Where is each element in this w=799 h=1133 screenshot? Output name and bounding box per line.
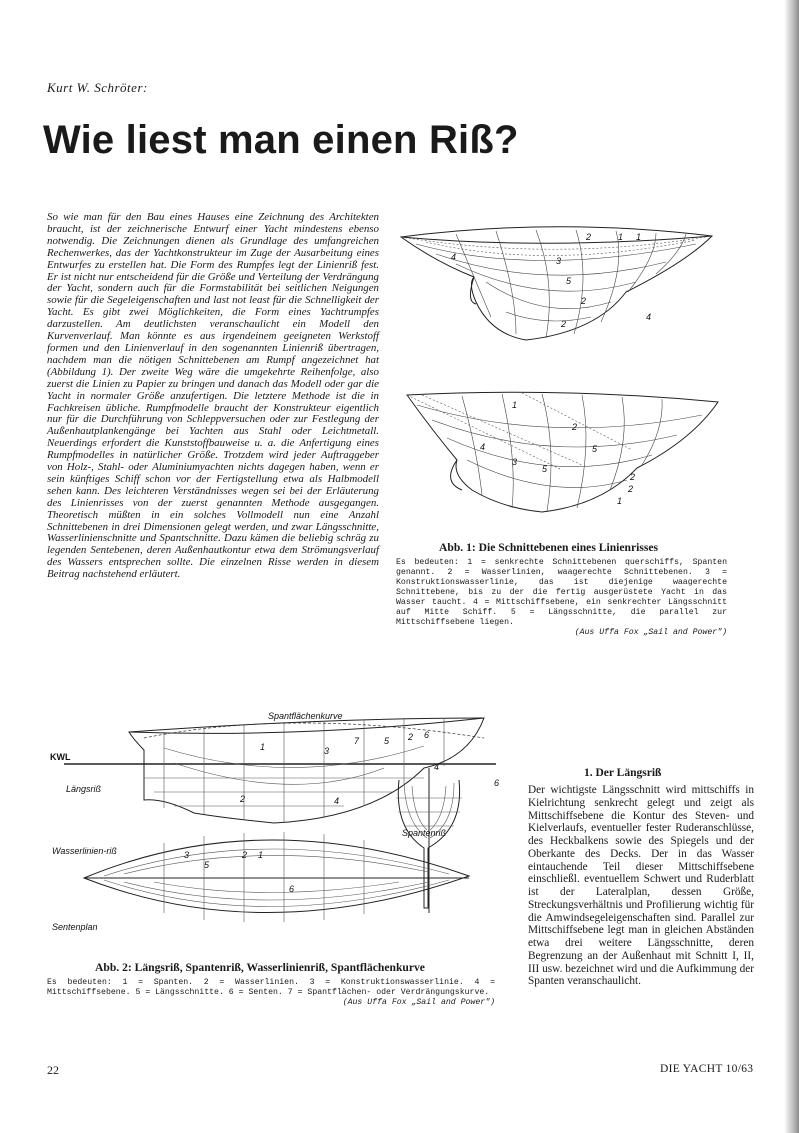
svg-text:2: 2 [242, 850, 248, 860]
svg-text:2: 2 [408, 732, 414, 742]
svg-text:5: 5 [204, 860, 210, 870]
svg-text:1: 1 [618, 232, 624, 242]
figure2-caption-source: (Aus Uffa Fox „Sail and Power") [342, 998, 495, 1007]
svg-text:6: 6 [289, 884, 295, 894]
figure2-caption-body: Es bedeuten: 1 = Spanten. 2 = Wasserlinien. 3 = Konstruktionswasserlinie. 4 = Mittschiffsebene. 5 = Längsschnitte. 6 = Senten. 7 = Spantflächen- oder Verdrängungskurve. [47, 978, 495, 997]
label-laengsriss: Längsriß [66, 784, 102, 794]
label-wasserlinienriss: Wasserlinien-riß [52, 846, 117, 856]
hull-drawing-2 [402, 390, 722, 520]
article-title: Wie liest man einen Riß? [43, 118, 519, 162]
svg-text:4: 4 [434, 762, 440, 772]
svg-text:1: 1 [512, 400, 518, 410]
figure1-hull-bottom [402, 390, 722, 520]
svg-text:5: 5 [542, 464, 548, 474]
svg-text:1: 1 [617, 496, 623, 506]
figure2-caption-text [47, 978, 495, 1008]
svg-text:2: 2 [581, 296, 587, 306]
page-number: 22 [47, 1063, 59, 1077]
article-intro: So wie man für den Bau eines Hauses eine Zeichnung des Architekten braucht, ist der zeichnerische Entwurf einer Yacht mindestens ebenso notwendig. Die Zeichnungen dienen als Grundlage des umfangreichen Rechenwerkes, das der Yachtkonstrukteur im Zuge der Ausarbeitung eines Entwurfes zu erstellen hat. Die Form des Rumpfes legt der Linienriß fest. Er ist nicht nur entscheidend für die Größe und Verteilung der Verdrängung der Yacht, sondern auch für die Formstabilität bei seitlichen Neigungen sowie für die Segeleigenschaften und last not least für die Schnelligkeit der Yacht. Es gibt zwei Möglichkeiten, die Form eines Yachtrumpfes darzustellen. Am deutlichsten veranschaulicht ein Modell den Kurvenverlauf. Man könnte es aus irgendeinem geeigneten Werkstoff formen und den Linienverlauf in den sogenannten Linienriß übertragen, nachdem man die nötigen Schnittebenen am Rumpf angezeichnet hat (Abbildung 1). Der zweite Weg wäre die umgekehrte Reihenfolge, also zuerst die Linien zu Papier zu bringen und danach das Modell oder gar die Yacht in normaler Größe anzufertigen. Die letztere Methode ist die in Fachkreisen übliche. Rumpfmodelle braucht der Konstrukteur eigentlich nur für die Durchführung von Schleppversuchen oder zur Festlegung der Außenhautplankengänge bei Yachten aus Stahl oder Leichtmetall. Neuerdings erfordert die Kunststoffbauweise u. a. die Anfertigung eines Rumpfmodelles in natürlicher Größe. Trotzdem wird jeder Auftraggeber von Holz-, Stahl- oder Aluminiumyachten nichts dagegen haben, wenn er sein künftiges Schiff schon vor der Fertigstellung etwa als Halbmodell sehen kann. Des leichteren Verständnisses wegen sei bei der Erläuterung des Linienrisses von der zuerst genannten Methode ausgegangen. Theoretisch müßten in ein solches Vollmodell nun eine Anzahl Schnittebenen in drei Dimensionen gelegt werden, und zwar Längsschnitte, Wasserlinienschnitte und Spantschnitte. Dazu kämen die beliebig schräg zu legenden Sentebenen, deren Außenhautkontur etwa dem Strömungsverlauf des Wassers entsprechen sollte. Die einzelnen Risse werden in diesem Beitrag nachstehend erläutert. [47, 211, 379, 581]
figure1-caption-body: Es bedeuten: 1 = senkrechte Schnittebenen querschiffs, Spanten genannt. 2 = Wasserlinien, waagerechte Schnittebenen. 3 = Konstruktionswasserlinie, das ist diejenige waagerechte Schnittebene, bis zu der die fertig ausgerüstete Yacht in das Wasser taucht. 4 = Mittschiffsebene, ein senkrechter Längsschnitt auf Mitte Schiff. 5 = Längsschnitte, die parallel zur Mittschiffsebene liegen. [396, 558, 727, 627]
svg-text:3: 3 [512, 457, 518, 467]
figure1-hull-top [396, 222, 716, 347]
svg-text:1: 1 [258, 850, 264, 860]
figure1-caption-text [396, 558, 727, 638]
svg-text:2: 2 [630, 472, 636, 482]
svg-text:6: 6 [424, 730, 430, 740]
magazine-issue: DIE YACHT 10/63 [660, 1063, 754, 1075]
label-spantflaechenkurve: Spantflächenkurve [268, 711, 343, 721]
svg-text:1: 1 [260, 742, 266, 752]
figure1-caption-source: (Aus Uffa Fox „Sail and Power") [574, 628, 727, 637]
svg-text:7: 7 [354, 736, 360, 746]
label-kwl: KWL [50, 752, 71, 762]
svg-text:4: 4 [646, 312, 652, 322]
svg-text:2: 2 [572, 422, 578, 432]
svg-text:3: 3 [184, 850, 190, 860]
svg-text:4: 4 [334, 796, 340, 806]
svg-text:4: 4 [480, 442, 486, 452]
svg-text:5: 5 [384, 736, 390, 746]
page-edge-shadow [785, 0, 799, 1133]
svg-text:5: 5 [592, 444, 598, 454]
figure2-lines-plan [44, 708, 508, 953]
svg-text:2: 2 [628, 484, 634, 494]
figure1-caption-title: Abb. 1: Die Schnittebenen eines Linienrisses [439, 541, 659, 554]
svg-text:4: 4 [451, 252, 457, 262]
svg-text:3: 3 [556, 256, 562, 266]
svg-text:5: 5 [566, 276, 572, 286]
svg-text:3: 3 [324, 746, 330, 756]
article-author: Kurt W. Schröter: [47, 80, 148, 95]
hull-drawing-1 [396, 222, 716, 347]
lines-plan-drawing [44, 708, 508, 953]
svg-text:1: 1 [636, 232, 642, 242]
svg-text:2: 2 [561, 319, 567, 329]
svg-text:6: 6 [494, 778, 500, 788]
label-spantenriss: Spantenriß [402, 828, 447, 838]
label-sentenplan: Sentenplan [52, 922, 98, 932]
section-title-laengsriss: 1. Der Längsriß [584, 767, 662, 779]
section-text-laengsriss: Der wichtigste Längsschnitt wird mittschiffs in Kielrichtung senkrecht gelegt und zeigt als Mittschiffsebene die Kontur des Steven- und Kielverlaufs, eventueller fester Ruderanschlüsse, des Heckbalkens sowie des Spiegels und der Oberkante des Decks. Der in das Wasser eintauchende Teil dieser Mittschiffsebene einschließl. eventuellem Schwert und Ruderblatt ist der Lateralplan, dessen Größe, Streckungsverhältnis und Profilierung wichtig für die Amwindsegeleigenschaften sind. Parallel zur Mittschiffsebene legt man in gleichen Abständen etwa drei weitere Längsschnitte, deren Begrenzung an der Außenhaut mit Schnitt I, II, III usw. bezeichnet wird und die Aufkimmung der Spanten veranschaulicht. [528, 784, 754, 988]
svg-text:2: 2 [586, 232, 592, 242]
figure2-caption-title: Abb. 2: Längsriß, Spantenriß, Wasserlinienriß, Spantflächenkurve [95, 961, 425, 974]
svg-text:2: 2 [240, 794, 246, 804]
